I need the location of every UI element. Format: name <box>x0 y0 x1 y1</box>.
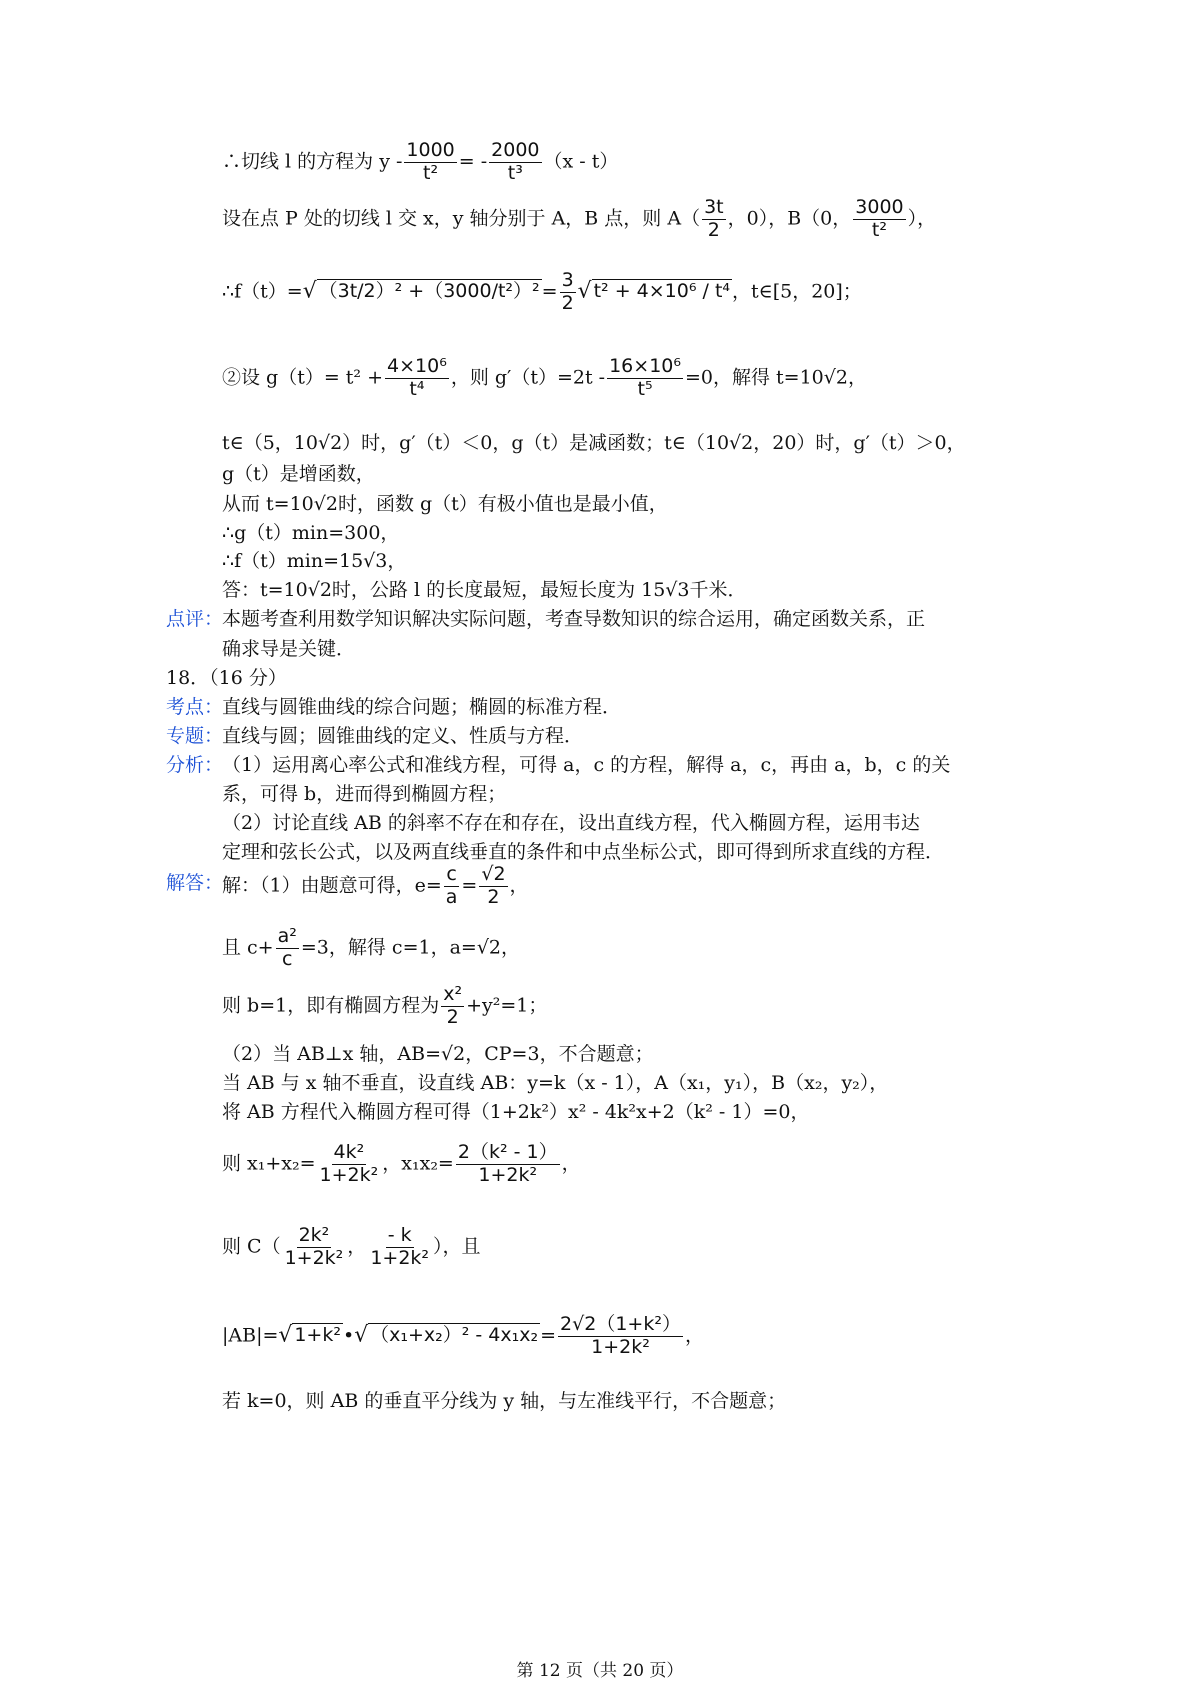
text-line: 从而 t=10√2时，函数 g（t）有极小值也是最小值， <box>222 493 668 515</box>
numerator: 2√2（1+k²） <box>560 1313 681 1335</box>
analysis-text: 定理和弦长公式，以及两直线垂直的条件和中点坐标公式，即可得到所求直线的方程． <box>222 841 945 863</box>
denominator: t⁴ <box>409 377 425 400</box>
answer-line: 答：t=10√2时，公路 l 的长度最短，最短长度为 15√3千米． <box>222 579 747 601</box>
topic-label: 考点： <box>166 696 224 718</box>
denominator: t⁵ <box>637 377 653 400</box>
radicand: t² + 4×10⁶ / t⁴ <box>593 280 731 303</box>
radicand: 1+k² <box>294 1324 341 1347</box>
f-of-t-line <box>222 270 862 315</box>
numerator: 2（k² - 1） <box>457 1141 558 1163</box>
denominator: 1+2k² <box>370 1246 430 1269</box>
denominator: 2 <box>707 218 720 241</box>
text-line: 若 k=0，则 AB 的垂直平分线为 y 轴，与左准线平行，不合题意； <box>222 1390 787 1412</box>
text-line: ∴g（t）min=300， <box>222 522 400 544</box>
denominator: a <box>445 885 458 908</box>
text: = <box>540 1324 557 1347</box>
denominator: c <box>282 947 293 970</box>
text: = - <box>458 150 488 173</box>
subject-text: 直线与圆；圆锥曲线的定义、性质与方程． <box>222 725 584 747</box>
numerator: a² <box>277 925 297 947</box>
subject-label: 专题： <box>166 725 224 747</box>
text-line: 当 AB 与 x 轴不垂直，设直线 AB：y=k（x - 1），A（x₁，y₁），B（x₂，y₂）， <box>222 1072 889 1094</box>
text: ∴f（t）= <box>222 280 303 303</box>
text: ，x₁x₂= <box>382 1152 454 1175</box>
text: = <box>541 280 558 303</box>
analysis-text: （1）运用离心率公式和准线方程，可得 a，c 的方程，解得 a，c，再由 a，b，c 的关 <box>222 754 951 776</box>
text: ， <box>347 1235 367 1258</box>
text-line: （2）当 AB⊥x 轴，AB=√2，CP=3，不合题意； <box>222 1043 654 1065</box>
ellipse-equation-line <box>222 984 547 1029</box>
text: 且 c+ <box>222 936 274 959</box>
numerator: √2 <box>481 863 506 885</box>
numerator: 3 <box>561 269 574 291</box>
g-of-t-line <box>222 356 867 401</box>
denominator: 1+2k² <box>284 1246 344 1269</box>
chord-length-line <box>222 1314 704 1359</box>
radicand: （x₁+x₂）² - 4x₁x₂ <box>370 1324 539 1347</box>
radicand: （3t/2）² +（3000/t²）² <box>318 280 540 303</box>
comment-label: 点评： <box>166 608 224 630</box>
numerator: - k <box>387 1224 412 1246</box>
numerator: 3t <box>704 196 724 218</box>
numerator: 1000 <box>406 139 455 161</box>
numerator: x² <box>443 983 463 1005</box>
text: ）， <box>907 207 937 230</box>
text: =3，解得 c=1，a=√2， <box>300 936 521 959</box>
sqrt-symbol: √ <box>577 278 592 304</box>
denominator: t² <box>871 218 887 241</box>
text: ， <box>509 874 529 897</box>
text: = <box>461 874 478 897</box>
sqrt-symbol: √ <box>354 1322 369 1348</box>
text: ，则 g′（t）=2t - <box>450 366 606 389</box>
vieta-line <box>222 1142 581 1187</box>
text: 解：（1）由题意可得，e= <box>222 874 442 897</box>
topic-text: 直线与圆锥曲线的综合问题；椭圆的标准方程． <box>222 696 622 718</box>
question-number: 18．（16 分） <box>166 667 287 689</box>
text: 则 x₁+x₂= <box>222 1152 316 1175</box>
text: +y²=1； <box>466 994 548 1017</box>
text-line: g（t）是增函数， <box>222 463 375 485</box>
text: 则 C（ <box>222 1235 281 1258</box>
numerator: 16×10⁶ <box>609 355 681 377</box>
comment-text: 确求导是关键． <box>222 638 356 660</box>
denominator: 2 <box>561 291 574 314</box>
comment-text: 本题考查利用数学知识解决实际问题，考查导数知识的综合运用，确定函数关系，正 <box>222 608 926 630</box>
text: |AB|= <box>222 1324 279 1347</box>
intercepts-line <box>222 197 936 242</box>
analysis-label: 分析： <box>166 754 224 776</box>
analysis-text: 系，可得 b，进而得到椭圆方程； <box>222 783 507 805</box>
denominator: 1+2k² <box>319 1163 379 1186</box>
text: ），且 <box>433 1235 481 1258</box>
denominator: 1+2k² <box>478 1163 538 1186</box>
denominator: 2 <box>487 885 500 908</box>
numerator: 2k² <box>298 1224 330 1246</box>
numerator: 2000 <box>491 139 540 161</box>
text: 设在点 P 处的切线 l 交 x，y 轴分别于 A，B 点，则 A（ <box>222 207 701 230</box>
text-line: ∴f（t）min=15√3， <box>222 550 407 572</box>
text: ∴切线 l 的方程为 y - <box>222 150 403 173</box>
solution-label: 解答： <box>166 872 224 894</box>
text: 则 b=1，即有椭圆方程为 <box>222 994 440 1017</box>
text-line: 将 AB 方程代入椭圆方程可得（1+2k²）x² - 4k²x+2（k² - 1）=0， <box>222 1101 810 1123</box>
text: ， <box>561 1152 581 1175</box>
sqrt-symbol: √ <box>302 278 317 304</box>
text: =0，解得 t=10√2， <box>684 366 867 389</box>
analysis-text: （2）讨论直线 AB 的斜率不存在和存在，设出直线方程，代入椭圆方程，运用韦达 <box>222 812 920 834</box>
text: ， <box>684 1324 704 1347</box>
text: ，0），B（0， <box>727 207 852 230</box>
numerator: 3000 <box>855 196 904 218</box>
numerator: 4k² <box>333 1141 365 1163</box>
denominator: t² <box>423 161 439 184</box>
text: ，t∈[5，20]； <box>732 280 862 303</box>
text: • <box>342 1324 355 1347</box>
denominator: t³ <box>507 161 523 184</box>
sqrt-symbol: √ <box>278 1322 293 1348</box>
directrix-line <box>222 926 520 971</box>
eccentricity-line <box>222 864 529 909</box>
text: （x - t） <box>543 150 619 173</box>
midpoint-line <box>222 1225 481 1270</box>
denominator: 1+2k² <box>591 1335 650 1358</box>
denominator: 2 <box>446 1005 459 1028</box>
page-footer: 第 12 页（共 20 页） <box>516 1661 684 1681</box>
tangent-line-equation <box>222 140 618 185</box>
numerator: c <box>446 863 457 885</box>
monotonic-line: t∈（5，10√2）时，g′（t）＜0，g（t）是减函数；t∈（10√2，20）时，g′（t）＞0， <box>222 432 966 454</box>
text: ②设 g（t）= t² + <box>222 366 384 389</box>
numerator: 4×10⁶ <box>387 355 447 377</box>
